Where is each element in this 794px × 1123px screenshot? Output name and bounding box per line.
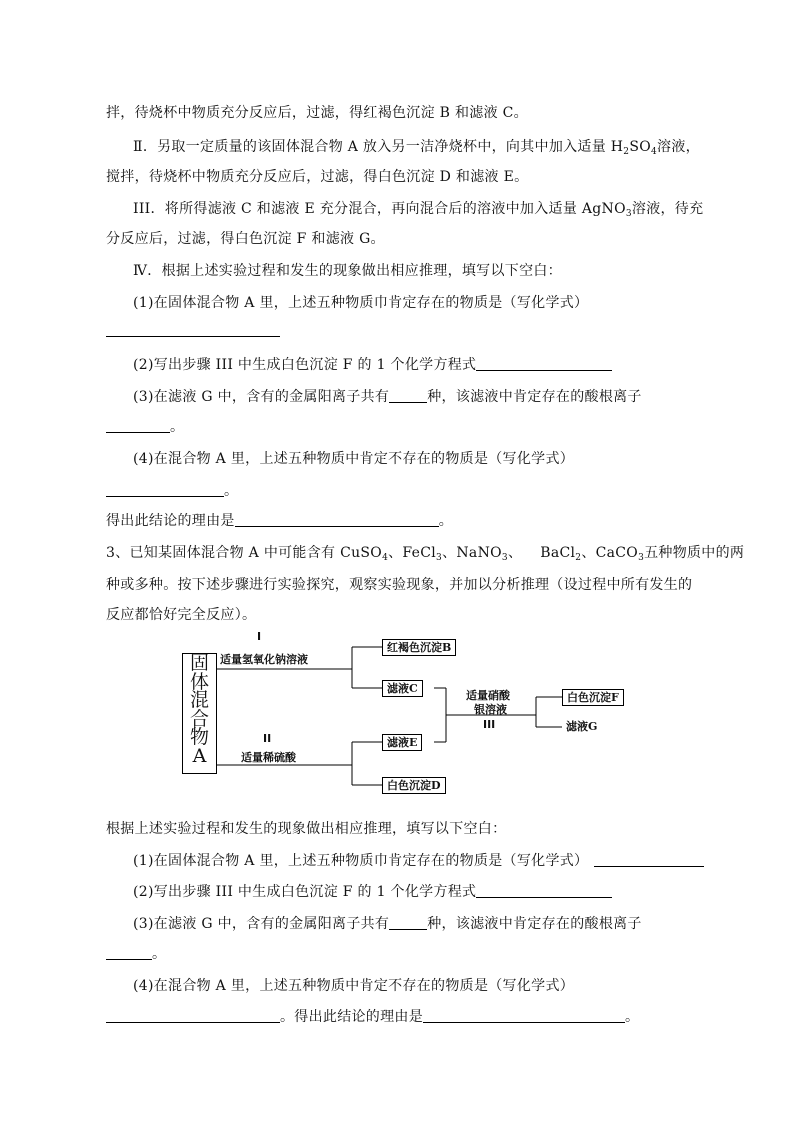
text-segment: 、 [507, 545, 523, 561]
text-segment: III．将所得滤液 C 和滤液 E 充分混合，再向混合后的溶液中加入适量 AgNO [133, 201, 626, 217]
answer-line [106, 416, 184, 436]
answer-blank[interactable] [389, 388, 427, 403]
text-segment: 得出此结论的理由是 [106, 513, 235, 529]
answer-blank[interactable] [235, 512, 439, 527]
subscript: 3 [501, 553, 508, 563]
question-4: (4)在混合物 A 里，上述五种物质中肯定不存在的物质是（写化学式） [133, 451, 575, 467]
answer-blank[interactable] [106, 1008, 280, 1023]
step-2-label: 适量稀硫酸 [241, 751, 296, 764]
answer-blank[interactable] [476, 356, 612, 371]
precipitate-f-box: 白色沉淀F [562, 689, 624, 706]
text-segment: SO [629, 139, 651, 155]
question-4: (4)在混合物 A 里，上述五种物质中肯定不存在的物质是（写化学式） [133, 978, 575, 994]
text-line: 分反应后，过滤，得白色沉淀 F 和滤液 G。 [106, 231, 385, 247]
text-line [133, 136, 700, 157]
step-1-label: 适量氢氧化钠溶液 [220, 653, 308, 666]
precipitate-b-box: 红褐色沉淀B [382, 639, 456, 656]
flow-diagram [178, 632, 648, 800]
step-1-marker: I [257, 630, 262, 643]
subscript: 3 [638, 553, 645, 563]
text-segment: BaCl [540, 545, 576, 561]
box-char: A [192, 744, 207, 767]
text-line: Ⅳ．根据上述实验过程和发生的现象做出相应推理，填写以下空白： [133, 263, 562, 279]
text-line [133, 198, 703, 219]
text-segment: (2)写出步骤 III 中生成白色沉淀 F 的 1 个化学方程式 [133, 884, 477, 900]
text-segment: (1)在固体混合物 A 里，上述五种物质巾肯定存在的物质是（写化学式） [133, 853, 589, 869]
question-3 [133, 913, 642, 933]
text-segment: Ⅱ．另取一定质量的该固体混合物 A 放入另一洁净烧杯中，向其中加入适量 H [133, 139, 624, 155]
subscript: 3 [436, 553, 443, 563]
solid-mixture-box [182, 653, 217, 774]
text-segment: 、NaNO [442, 545, 502, 561]
text-segment: 五种物质中的两 [644, 545, 745, 561]
answer-line [106, 480, 238, 500]
answer-blank[interactable] [106, 418, 170, 433]
filtrate-g-box: 滤液G [562, 719, 601, 734]
text-segment: 溶液， [657, 139, 700, 155]
question-3 [133, 386, 642, 406]
step-2-marker: II [263, 732, 272, 745]
subscript: 2 [575, 553, 582, 563]
text-segment: 种，该滤液中肯定存在的酸根离子 [427, 389, 642, 405]
text-segment: 、CaCO [581, 545, 639, 561]
answer-blank[interactable] [594, 852, 704, 867]
text-segment: 溶液，待充 [631, 201, 704, 217]
answer-blank[interactable] [423, 1008, 625, 1023]
text-segment: 。 [170, 419, 185, 435]
box-char: 合 [189, 707, 209, 730]
text-segment: (2)写出步骤 III 中生成白色沉淀 F 的 1 个化学方程式 [133, 357, 477, 373]
text-line: 拌，待烧杯中物质充分反应后，过滤，得红褐色沉淀 B 和滤液 C。 [106, 105, 528, 121]
text-segment: (3)在滤液 G 中，含有的金属阳离子共有 [133, 916, 390, 932]
step-3-label-1: 适量硝酸 [466, 689, 510, 702]
precipitate-d-box: 白色沉淀D [382, 777, 446, 794]
subscript: 3 [625, 209, 632, 219]
box-char: 物 [189, 726, 209, 748]
text-segment: 。 [438, 513, 454, 529]
box-char: 体 [189, 670, 209, 693]
filtrate-c-box: 滤液C [382, 680, 423, 697]
question-2 [133, 354, 612, 374]
text-line: 根据上述实验过程和发生的现象做出相应推理，填写以下空白： [106, 821, 507, 837]
text-line: 种或多种。按下述步骤进行实验探究，观察实验现象，并加以分析推理（设过程中所有发生的 [106, 577, 693, 593]
answer-blank[interactable] [106, 945, 152, 960]
text-segment: 。 [625, 1009, 640, 1025]
step-3-label-2: 银溶液 [474, 703, 507, 716]
text-segment: 。 [152, 946, 167, 962]
text-segment: (3)在滤液 G 中，含有的金属阳离子共有 [133, 389, 390, 405]
answer-blank[interactable] [476, 883, 612, 898]
step-3-marker: III [483, 718, 496, 731]
box-char: 混 [189, 689, 209, 711]
box-char: 固 [189, 652, 209, 674]
question-1 [133, 850, 704, 870]
text-line: 反应都恰好完全反应）。 [106, 607, 257, 623]
subscript: 4 [382, 553, 389, 563]
text-segment: 种，该滤液中肯定存在的酸根离子 [427, 916, 642, 932]
answer-blank[interactable] [106, 482, 224, 497]
answer-line [106, 943, 166, 963]
subscript: 2 [623, 147, 630, 157]
text-segment: 3、已知某固体混合物 A 中可能含有 CuSO [106, 545, 383, 561]
question-3-intro [106, 542, 744, 563]
subscript: 4 [651, 147, 658, 157]
reason-line [106, 1006, 639, 1026]
answer-line[interactable] [106, 322, 280, 339]
text-line: 搅拌，待烧杯中物质充分反应后，过滤，得白色沉淀 D 和滤液 E。 [106, 169, 529, 185]
text-segment: 。得出此结论的理由是 [280, 1009, 423, 1025]
question-1: (1)在固体混合物 A 里，上述五种物质巾肯定存在的物质是（写化学式） [133, 295, 589, 311]
question-2 [133, 881, 612, 901]
answer-blank[interactable] [389, 915, 427, 930]
reason-line [106, 510, 453, 530]
text-segment: 、FeCl [388, 545, 437, 561]
filtrate-e-box: 滤液E [382, 734, 422, 751]
text-segment: 。 [224, 483, 239, 499]
